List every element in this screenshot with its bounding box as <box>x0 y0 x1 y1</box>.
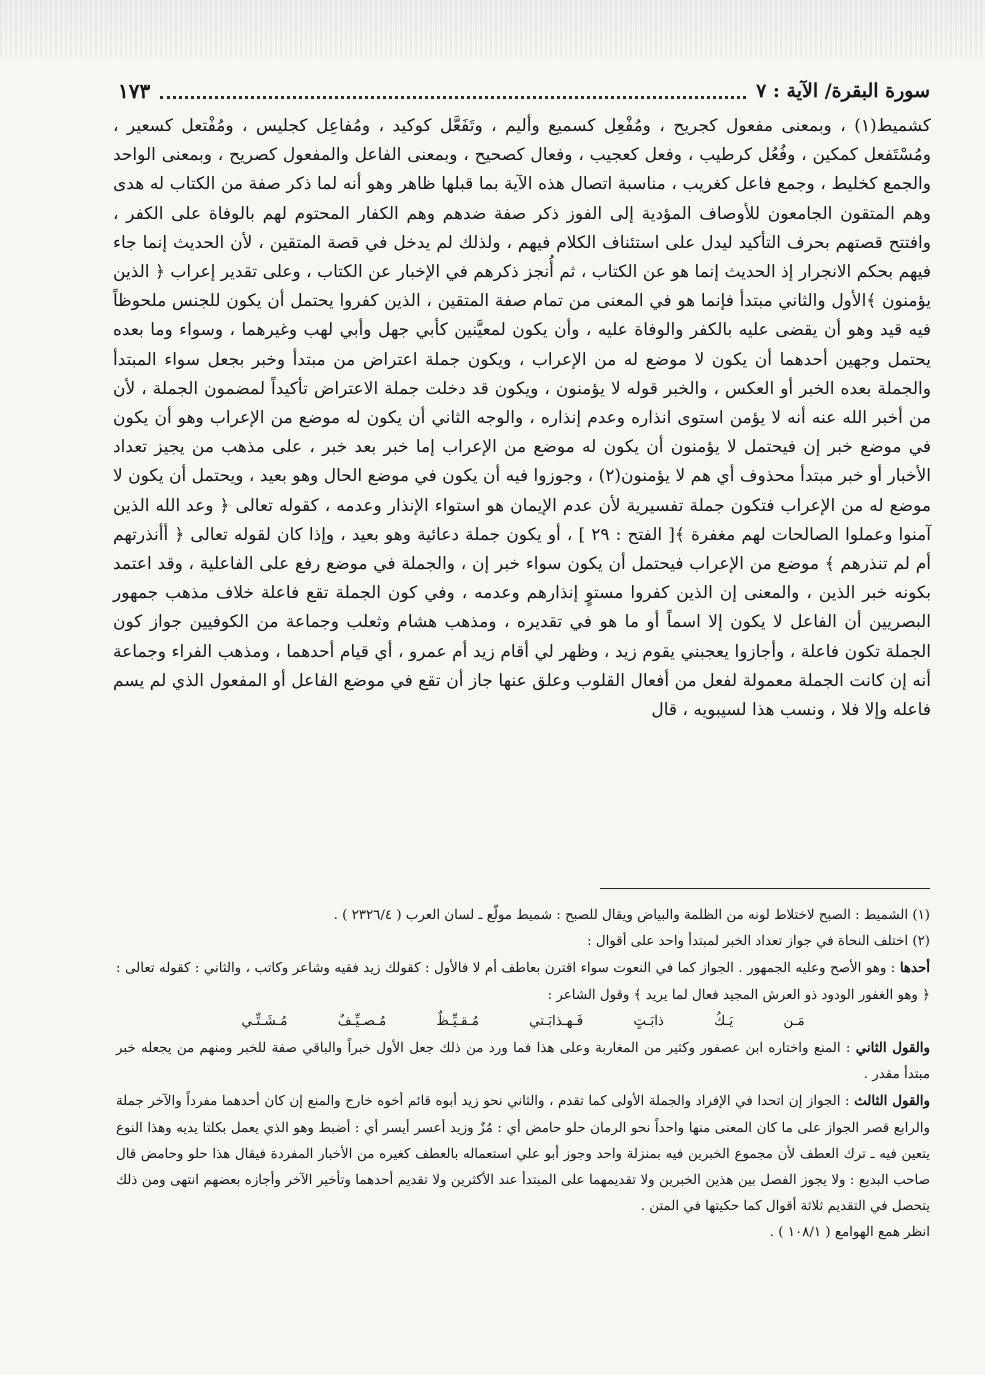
opinion-2-text: : المنع واختاره ابن عصفور وكثير من المغاربة وعلى هذا فما ورد من ذلك جعل الأول خبراً والباقي صفة للخبر ومنهم من يجعله خبر مبتدأ مقدر . <box>116 1041 930 1083</box>
opinion-2-label: والقول الثاني <box>855 1040 930 1057</box>
footnote-opinion-2 <box>116 1035 930 1088</box>
opinion-3-text: : الجواز إن اتحدا في الإفراد والجملة الأولى كما تقدم ، والثاني نحو زيد أبوه قائم أخوه خارج والمنع إن كان أحدهما مفرداً والآخر جملة والرابع قصر الجواز على ما كان المعنى منها واحداً نحو الرمان حلو حامض أي : مُزٌ وزيد أعسر أيسر أي : أضبط وهو الذي يعمل بكلتا يديه وهذا النوع يتعين فيه ـ ترك العطف لأن مجموع الخبرين فيه بمنزلة واحد وجوز أبو علي استعماله بالعطف كغيره من الأخبار المفردة فيقال هذا حلو وحامض قال صاحب البديع : ولا يجوز الفصل بين هذين الخبرين ولا تقديمهما على المبتدأ عند الأكثرين ولا تقديم أحدهما وتأخير الآخر وأجازه بعضهم انتهى ومن ذلك يتحصل في التقديم ثلاثة أقوال كما حكيتها في المتن . <box>116 1094 930 1215</box>
main-paragraph: كشميط(١) ، وبمعنى مفعول كجريح ، ومُفْعِل كسميع وأليم ، وتَفَعَّل كوكيد ، ومُفاعِل كجليس ، ومُفْتعل كسعير ، ومُسْتَفعل كمكين ، وفُعُل كرطيب ، وفعل كعجيب ، وفعال كصحيح ، وبمعنى الفاعل والمفعول كصريح ، وبمعنى الواحد والجمع كخليط ، وجمع فاعل كغريب ، مناسبة اتصال هذه الآية بما قبلها ظاهر وهو أنه لما ذكر صفة من الكتاب له هدى وهم المتقون الجامعون للأوصاف المؤدية إلى الفوز ذكر صفة ضدهم وهم الكفار المحتوم لهم بالوفاة على الكفر ، وافتتح قصتهم بحرف التأكيد ليدل على استئناف الكلام فيهم ، ولذلك لم يدخل في قصة المتقين ، لأن الحديث إنما جاء فيهم بحكم الانجرار إذ الحديث إنما هو عن الكتاب ، ثم أُنجز ذكرهم في الإخبار عن الكتاب ، وعلى تقدير إعراب ﴿ الذين يؤمنون ﴾الأول والثاني مبتدأ فإنما هو في المعنى من تمام صفة المتقين ، الذين كفروا يحتمل أن يكون للجنس ملحوظاً فيه قيد وهو أن يقضى عليه بالكفر والوفاة عليه ، وأن يكون لمعيَّنين كأبي جهل وأبي لهب وغيرهما ، وسواء وما بعده يحتمل وجهين أحدهما أن يكون لا موضع له من الإعراب ، ويكون جملة اعتراض من مبتدأ وخبر بجعل سواء المبتدأ والجملة بعده الخبر أو العكس ، والخبر قوله لا يؤمنون ، ويكون قد دخلت جملة الاعتراض تأكيداً لمضمون الجملة ، لأن من أخبر الله عنه أنه لا يؤمن استوى انذاره وعدم إنذاره ، والوجه الثاني أن يكون له موضع من الإعراب وهو أن يكون في موضع خبر إن فيحتمل لا يؤمنون أن يكون له موضع من الإعراب إما خبر بعد خبر ، على مذهب من يجيز تعداد الأخبار أو خبر مبتدأ محذوف أي هم لا يؤمنون(٢) ، وجوزوا فيه أن يكون في موضع الحال وهو بعيد ، ويحتمل أن يكون لا موضع له من الإعراب فتكون جملة تفسيرية لأن عدم الإيمان هو استواء الإنذار وعدمه ، كقوله تعالى ﴿ وعد الله الذين آمنوا وعملوا الصالحات لهم مغفرة ﴾[ الفتح : ٢٩ ] ، أو يكون جملة دعائية وهو بعيد ، وإذا كان لقوله تعالى ﴿ أأنذرتهم أم لم تنذرهم ﴾ موضع من الإعراب فيحتمل أن يكون سواء خبر إن ، والجملة في موضع رفع على الفاعلية ، وقد اعتمد بكونه خبر الذين ، والمعنى إن الذين كفروا مستوٍ إنذارهم وعدمه ، وفي كون الجملة تقع فاعلة خلاف مذهب جمهور البصريين أن الفاعل لا يكون إلا اسماً أو ما هو في تقديره ، ومذهب هشام وثعلب وجماعة من الكوفيين جواز كون الجملة تكون فاعلة ، وأجازوا يعجبني يقوم زيد ، وظهر لي أقام زيد أم عمرو ، أي قيام أحدهما ، ومذهب الفراء وجماعة أنه إن كانت الجملة معمولة لفعل من أفعال القلوب وعلق عنها جاز أن تقع في موضع الفاعل أو المفعول الذي لم يسم فاعله وإلا فلا ، ونسب هذا لسيبويه ، قال <box>113 116 932 721</box>
page-number: ١٧٣ <box>118 79 151 103</box>
footnote-reference: انظر همع الهوامع ( ١٠٨/١ ) . <box>769 1225 930 1241</box>
opinion-1-label: أحدها <box>899 960 930 977</box>
main-text <box>113 112 931 812</box>
footnote-separator <box>600 888 930 889</box>
footnote-opinion-1 <box>116 955 930 1008</box>
header-dot-leader <box>160 96 746 99</box>
surah-verse-title: سورة البقرة/ الآية : ٧ <box>756 80 930 102</box>
footnote-opinion-3 <box>116 1088 930 1220</box>
opinion-3-label: والقول الثالث <box>854 1093 930 1110</box>
footnote-2-intro: (٢) اختلف النحاة في جواز تعداد الخبر لمبتدأ واحد على أقوال : <box>587 934 930 950</box>
running-header <box>118 76 930 106</box>
footnotes <box>116 903 930 1343</box>
scan-edge <box>0 0 985 58</box>
poetry-verse: مَـن يَـكُ ذابَـتٍ فَـهـذابَـتي مُـقـيِّـظٌ مُـصـيِّـفٌ مُـشَـتِّـي <box>241 1013 805 1029</box>
footnote-1: (١) الشميط : الصبح لاختلاط لونه من الظلمة والبياض ويقال للصبح : شميط مولّع ـ لسان العرب ( ٢٣٢٦/٤ ) . <box>333 908 930 923</box>
opinion-1-text: : وهو الأصح وعليه الجمهور . الجواز كما في النعوت سواء اقترن بعاطف أم لا فالأول : كقولك زيد فقيه وشاعر وكاتب ، والثاني : كقوله تعالى : ﴿ وهو الغفور الودود ذو العرش المجيد فعال لما يريد ﴾ وقول الشاعر : <box>116 961 930 1003</box>
